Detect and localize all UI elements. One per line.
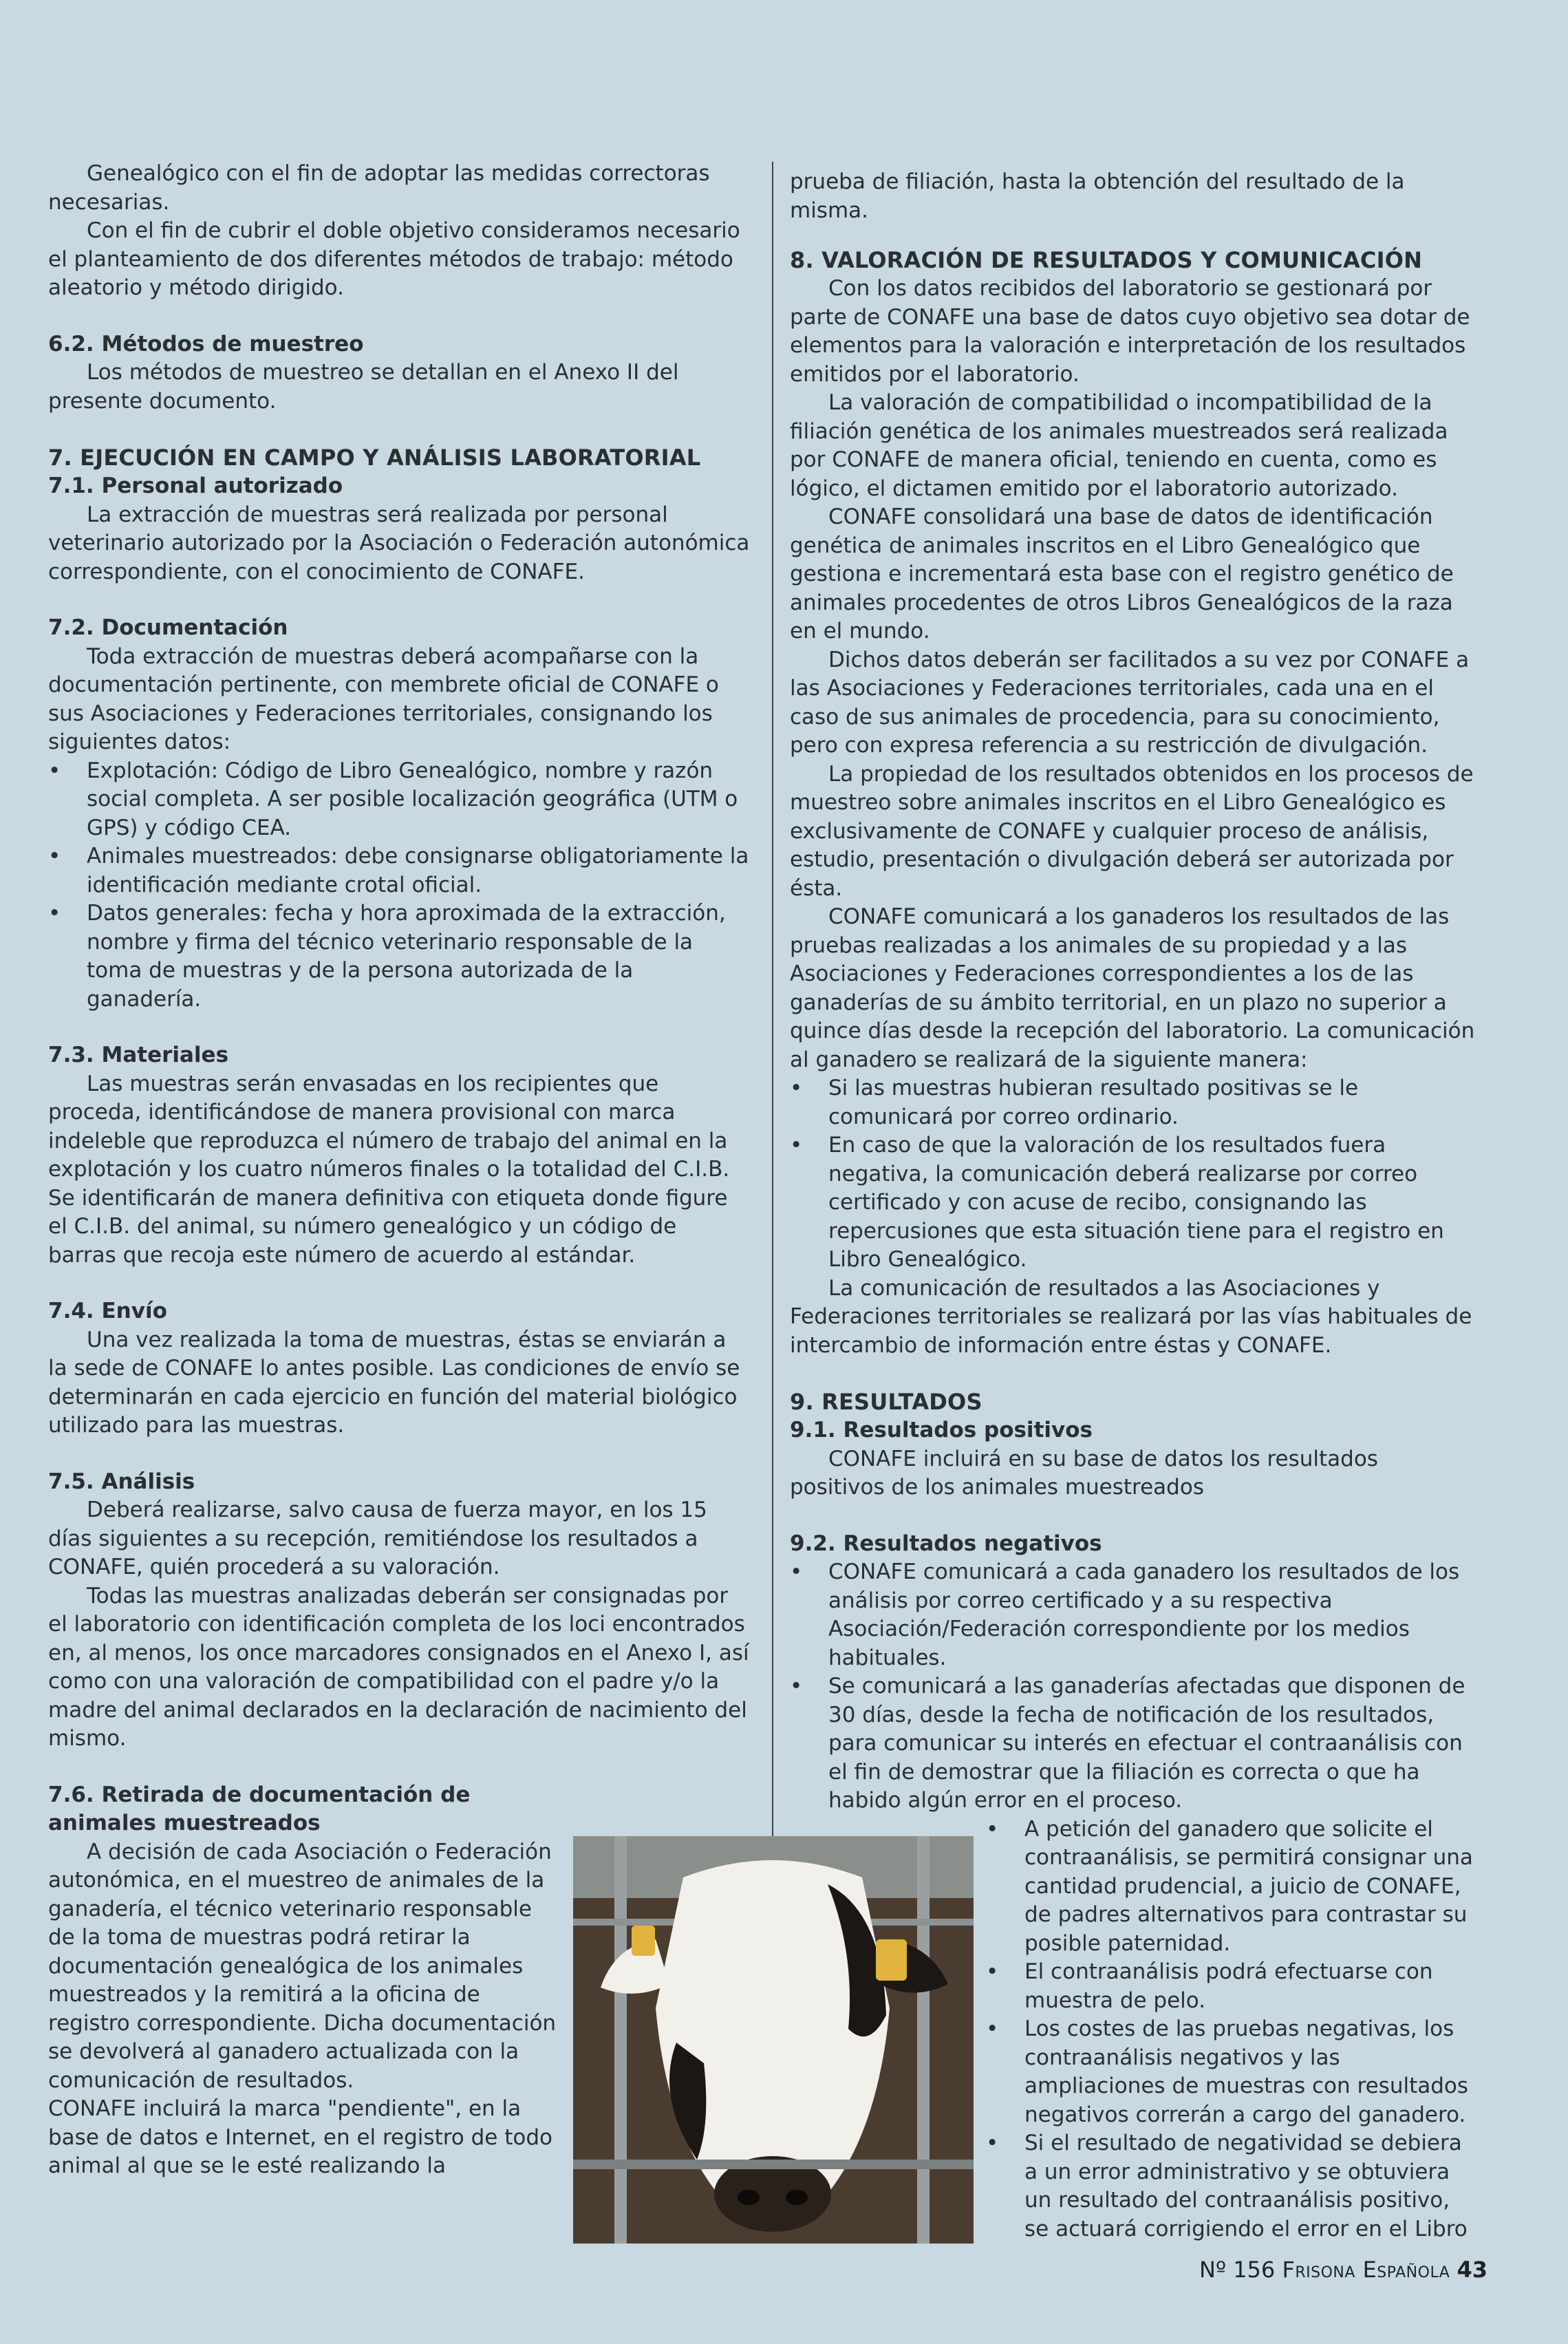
list-item: • El contraanálisis podrá efectuarse con muestra de pelo. xyxy=(986,1958,1478,2015)
section-heading-7-6: 7.6. Retirada de documentación de animales muestreados xyxy=(48,1782,471,1835)
paragraph: Todas las muestras analizadas deberán ser consignadas por el laboratorio con identificación completa de los loci encontrados en, al menos, los once marcadores consignados en el Anexo I, así como con una valoración de compatibilidad con el padre y/o la madre del animal declarados en la declaración de nacimiento del mismo. xyxy=(48,1583,749,1751)
section-heading-7: 7. EJECUCIÓN EN CAMPO Y ANÁLISIS LABORATORIAL xyxy=(48,445,701,471)
list-item: • A petición del ganadero que solicite el contraanálisis, se permitirá consignar una cantidad prudencial, a juicio de CONAFE, de padres alternativos para contrastar su posible paternidad. xyxy=(986,1815,1478,1959)
section-heading-7-1: 7.1. Personal autorizado xyxy=(48,473,343,498)
section-heading-9: 9. RESULTADOS xyxy=(790,1389,982,1415)
paragraph: Los métodos de muestreo se detallan en el Anexo II del presente documento. xyxy=(48,360,679,414)
paragraph: Una vez realizada la toma de muestras, éstas se enviarán a la sede de CONAFE lo antes posible. Las condiciones de envío se determinarán en cada ejercicio en función del material biológico utilizado para las muestras. xyxy=(48,1327,740,1438)
list-item: • Si el resultado de negatividad se debiera a un error administrativo y se obtuviera un resultado del contraanálisis positivo, se actuará corrigiendo el error en el Libro xyxy=(986,2129,1478,2244)
section-heading-9-1: 9.1. Resultados positivos xyxy=(790,1418,1093,1442)
section-heading-7-3: 7.3. Materiales xyxy=(48,1043,229,1067)
paragraph: La propiedad de los resultados obtenidos en los procesos de muestreo sobre animales inscritos en el Libro Genealógico es exclusivamente de CONAFE y cualquier proceso de análisis, estudio, presentación o divulgación deberá ser autorizada por ésta. xyxy=(790,761,1474,901)
paragraph: Genealógico con el fin de adoptar las medidas correctoras necesarias. xyxy=(48,161,710,215)
paragraph: CONAFE incluirá en su base de datos los resultados positivos de los animales muestreados xyxy=(790,1446,1378,1500)
paragraph: Con los datos recibidos del laboratorio se gestionará por parte de CONAFE una base de datos cuyo objetivo sea dotar de elementos para la valoración e interpretación de los resultados emitidos por el laboratorio. xyxy=(790,276,1470,387)
list-item: • Los costes de las pruebas negativas, los contraanálisis negativos y las ampliaciones de muestras con resultados negativos correrán a cargo del ganadero. xyxy=(986,2015,1478,2129)
list-item: • En caso de que la valoración de los resultados fuera negativa, la comunicación deberá realizarse por correo certificado y con acuse de recibo, consignando las repercusiones que esta situación tiene para el registro en Libro Genealógico. xyxy=(790,1131,1478,1275)
section-heading-7-2: 7.2. Documentación xyxy=(48,615,288,640)
paragraph: Deberá realizarse, salvo causa de fuerza mayor, en los 15 días siguientes a su recepción, remitiéndose los resultados a CONAFE, quién procederá a su valoración. xyxy=(48,1498,707,1579)
list-item: • Se comunicará a las ganaderías afectadas que disponen de 30 días, desde la fecha de notificación de los resultados, para comunicar su interés en efectuar el contraanálisis con el fin de demostrar que la filiación es correcta o que ha habido algún error en el proceso. xyxy=(790,1672,1478,1815)
bullet-list xyxy=(790,1074,1478,1275)
paragraph: La valoración de compatibilidad o incompatibilidad de la filiación genética de los animales muestreados será realizada por CONAFE de manera oficial, teniendo en cuenta, como es lógico, el dictamen emitido por el laboratorio autorizado. xyxy=(790,390,1448,501)
paragraph: La comunicación de resultados a las Asociaciones y Federaciones territoriales se realizará por las vías habituales de intercambio de información entre éstas y CONAFE. xyxy=(790,1275,1472,1358)
section-heading-7-4: 7.4. Envío xyxy=(48,1299,167,1323)
paragraph: A decisión de cada Asociación o Federación autonómica, en el muestreo de animales de la ganadería, el técnico veterinario responsable de la toma de muestras podrá retirar la documentación genealógica de los animales muestreados y la remitirá a la oficina de registro correspondiente. Dicha documentación se devolverá al ganadero actualizada con la comunicación de resultados. xyxy=(48,1839,557,2093)
page-footer xyxy=(1199,2256,1488,2283)
paragraph: Las muestras serán envasadas en los recipientes que proceda, identificándose de manera provisional con marca indeleble que reproduzca el número de trabajo del animal en la explotación y los cuatro números finales o la totalidad del C.I.B. Se identificarán de manera definitiva con etiqueta donde figure el C.I.B. del animal, su número genealógico y un código de barras que recoja este número de acuerdo al estándar. xyxy=(48,1071,730,1268)
issue-number: Nº 156 xyxy=(1199,2257,1276,2283)
list-item: • Si las muestras hubieran resultado positivas se le comunicará por correo ordinario. xyxy=(790,1074,1478,1131)
page-number: 43 xyxy=(1457,2257,1488,2283)
list-item: • CONAFE comunicará a cada ganadero los resultados de los análisis por correo certificado y a su respectiva Asociación/Federación correspondiente por los medios habituales. xyxy=(790,1558,1478,1672)
bullet-list xyxy=(790,1558,1478,1815)
paragraph: Toda extracción de muestras deberá acompañarse con la documentación pertinente, con membrete oficial de CONAFE o sus Asociaciones y Federaciones territoriales, consignando los siguientes datos: xyxy=(48,643,719,754)
column-divider xyxy=(772,162,773,1841)
bullet-list-narrow xyxy=(986,1815,1478,2244)
paragraph: Con el fin de cubrir el doble objetivo consideramos necesario el planteamiento de dos diferentes métodos de trabajo: método aleatorio y método dirigido. xyxy=(48,218,740,300)
section-heading-8: 8. VALORACIÓN DE RESULTADOS Y COMUNICACIÓN xyxy=(790,247,1423,273)
section-heading-7-5: 7.5. Análisis xyxy=(48,1469,195,1494)
paragraph: prueba de filiación, hasta la obtención del resultado de la misma. xyxy=(790,169,1405,223)
section-heading-6-2: 6.2. Métodos de muestreo xyxy=(48,331,364,356)
paragraph: CONAFE incluirá la marca "pendiente", en la base de datos e Internet, en el registro de todo animal al que se le esté realizando la xyxy=(48,2096,552,2178)
paragraph: La extracción de muestras será realizada por personal veterinario autorizado por la Asociación o Federación autonómica correspondiente, con el conocimiento de CONAFE. xyxy=(48,502,750,584)
paragraph: Dichos datos deberán ser facilitados a su vez por CONAFE a las Asociaciones y Federaciones territoriales, cada una en el caso de sus animales de procedencia, para su conocimiento, pero con expresa referencia a su restricción de divulgación. xyxy=(790,647,1470,758)
bullet-list xyxy=(48,757,750,1014)
paragraph: CONAFE comunicará a los ganaderos los resultados de las pruebas realizadas a los animales de su propiedad y a las Asociaciones y Federaciones correspondientes a los de las ganaderías de su ámbito territorial, en un plazo no superior a quince días desde la recepción del laboratorio. La comunicación al ganadero se realizará de la siguiente manera: xyxy=(790,904,1475,1072)
cow-photo xyxy=(573,1836,974,2244)
magazine-name: Frisona Española xyxy=(1282,2257,1450,2283)
cow-illustration xyxy=(573,1836,974,2244)
list-item: • Explotación: Código de Libro Genealógico, nombre y razón social completa. A ser posible localización geográfica (UTM o GPS) y código CEA. xyxy=(48,757,750,843)
paragraph: CONAFE consolidará una base de datos de identificación genética de animales inscritos en el Libro Genealógico que gestiona e incrementará esta base con el registro genético de animales procedentes de otros Libros Genealógicos de la raza en el mundo. xyxy=(790,504,1454,643)
list-item: • Datos generales: fecha y hora aproximada de la extracción, nombre y firma del técnico veterinario responsable de la toma de muestras y de la persona autorizada de la ganadería. xyxy=(48,899,750,1014)
section-heading-9-2: 9.2. Resultados negativos xyxy=(790,1531,1102,1556)
list-item: • Animales muestreados: debe consignarse obligatoriamente la identificación mediante crotal oficial. xyxy=(48,842,750,899)
